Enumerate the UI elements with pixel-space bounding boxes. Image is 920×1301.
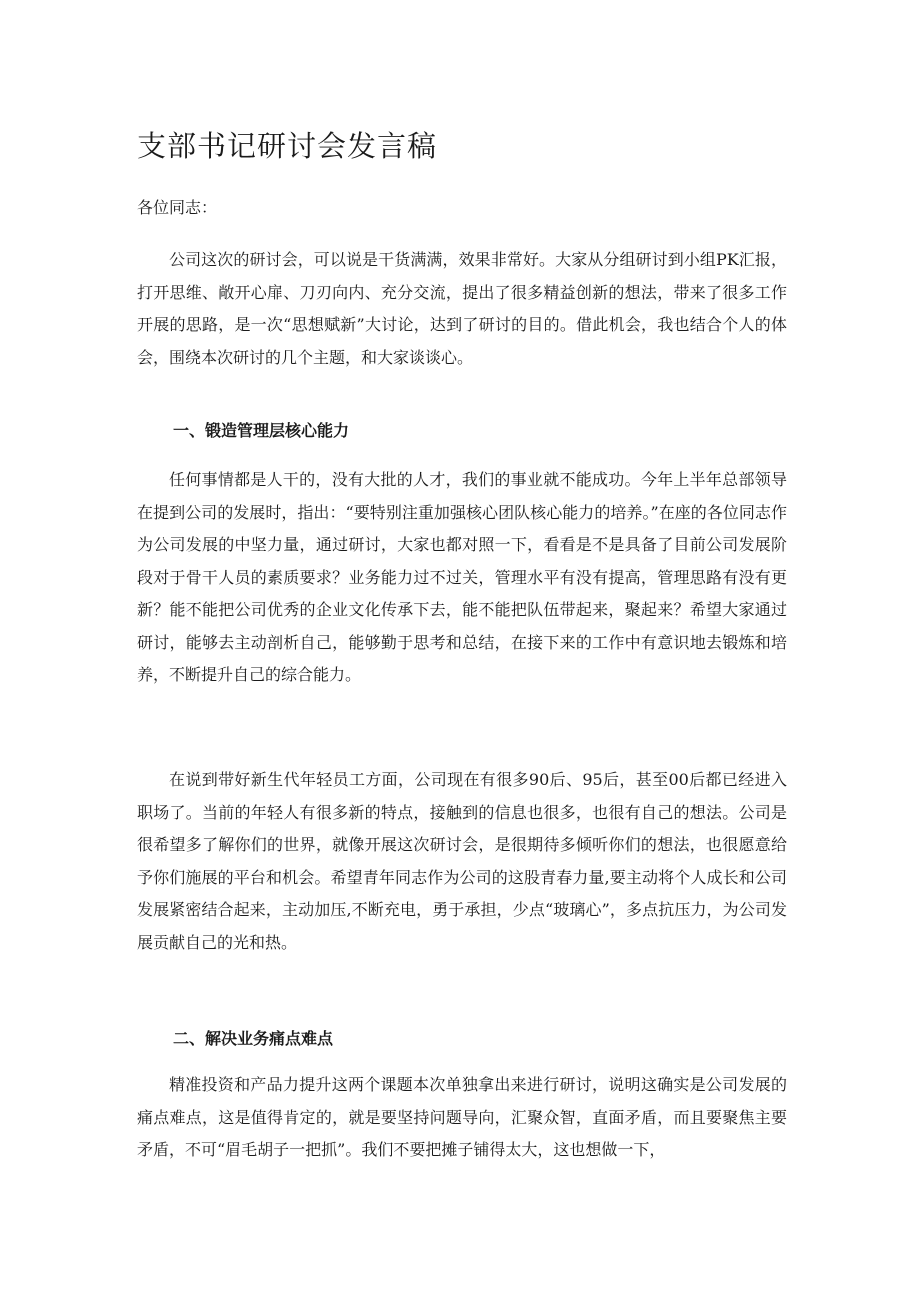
paragraph-core-ability: 任何事情都是人干的，没有大批的人才，我们的事业就不能成功。今年上半年总部领导在提到公司的发展时，指出：“要特别注重加强核心团队核心能力的培养。”在座的各位同志作为公司发展的中坚力量，通过研讨，大家也都对照一下，看看是不是具备了目前公司发展阶段对于骨干人员的素质要求？业务能力过不过关，管理水平有没有提高，管理思路有没有更新？能不能把公司优秀的企业文化传承下去，能不能把队伍带起来，聚起来？希望大家通过研讨，能够去主动剖析自己，能够勤于思考和总结，在接下来的工作中有意识地去锻炼和培养，不断提升自己的综合能力。 bbox=[137, 470, 787, 684]
document-title: 支部书记研讨会发言稿 bbox=[137, 129, 438, 163]
salutation: 各位同志： bbox=[137, 198, 218, 217]
section-heading-2: 二、解决业务痛点难点 bbox=[173, 1029, 334, 1048]
section-heading-1: 一、锻造管理层核心能力 bbox=[173, 421, 350, 440]
paragraph-young-staff: 在说到带好新生代年轻员工方面，公司现在有很多90后、95后，甚至00后都已经进入职场了。当前的年轻人有很多新的特点，接触到的信息也很多，也很有自己的想法。公司是很希望多了解你们的世界，就像开展这次研讨会，是很期待多倾听你们的想法，也很愿意给予你们施展的平台和机会。希望青年同志作为公司的这股青春力量,要主动将个人成长和公司发展紧密结合起来，主动加压,不断充电，勇于承担，少点“玻璃心”，多点抗压力，为公司发展贡献自己的光和热。 bbox=[137, 770, 787, 952]
paragraph-pain-points: 精准投资和产品力提升这两个课题本次单独拿出来进行研讨，说明这确实是公司发展的痛点难点，这是值得肯定的，就是要坚持问题导向，汇聚众智，直面矛盾，而且要聚焦主要矛盾，不可“眉毛胡子一把抓”。我们不要把摊子铺得太大，这也想做一下， bbox=[137, 1075, 787, 1159]
paragraph-intro: 公司这次的研讨会，可以说是干货满满，效果非常好。大家从分组研讨到小组PK汇报，打开思维、敞开心扉、刀刃向内、充分交流，提出了很多精益创新的想法，带来了很多工作开展的思路，是一次“思想赋新”大讨论，达到了研讨的目的。借此机会，我也结合个人的体会，围绕本次研讨的几个主题，和大家谈谈心。 bbox=[137, 250, 787, 367]
